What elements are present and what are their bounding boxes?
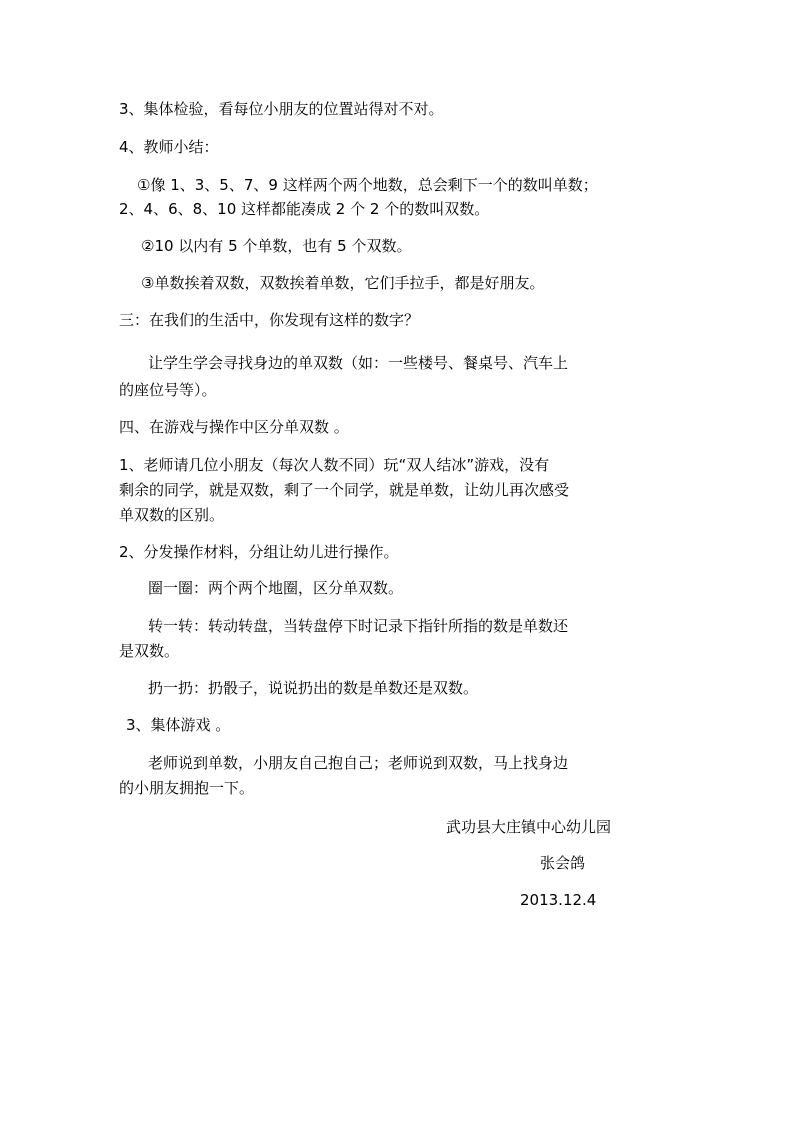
- paragraph-line: 的座位号等）。: [119, 381, 217, 399]
- paragraph-line: 老师说到单数，小朋友自己抱自己；老师说到双数，马上找身边: [148, 754, 569, 772]
- signature-date: 2013.12.4: [520, 891, 597, 909]
- paragraph-line: 1、老师请几位小朋友（每次人数不同）玩“双人结冰”游戏，没有: [119, 456, 550, 474]
- paragraph-line: 让学生学会寻找身边的单双数（如：一些楼号、餐桌号、汽车上: [148, 354, 569, 372]
- paragraph-line: 3、集体检验，看每位小朋友的位置站得对不对。: [119, 100, 444, 118]
- paragraph-line: 2、分发操作材料，分组让幼儿进行操作。: [119, 543, 399, 561]
- paragraph-line: ②10 以内有 5 个单数，也有 5 个双数。: [141, 237, 412, 255]
- paragraph-line: 的小朋友拥抱一下。: [119, 779, 255, 797]
- paragraph-line: ③单数挨着双数，双数挨着单数，它们手拉手，都是好朋友。: [141, 274, 545, 292]
- paragraph-line: 单双数的区别。: [119, 506, 225, 524]
- paragraph-line: 是双数。: [119, 642, 180, 660]
- paragraph-line: 圈一圈：两个两个地圈，区分单双数。: [148, 579, 404, 597]
- paragraph-line: 四、在游戏与操作中区分单双数 。: [119, 418, 349, 436]
- paragraph-line: ①像 1、3、5、7、9 这样两个两个地数，总会剩下一个的数叫单数；: [137, 176, 598, 194]
- paragraph-line: 扔一扔：扔骰子，说说扔出的数是单数还是双数。: [148, 679, 479, 697]
- paragraph-line: 4、教师小结：: [119, 138, 219, 156]
- paragraph-line: 3、集体游戏 。: [126, 716, 231, 734]
- signature-org: 武功县大庄镇中心幼儿园: [446, 818, 612, 836]
- paragraph-line: 剩余的同学，就是双数，剩了一个同学，就是单数，让幼儿再次感受: [119, 481, 570, 499]
- paragraph-line: 转一转：转动转盘，当转盘停下时记录下指针所指的数是单数还: [148, 617, 569, 635]
- signature-author: 张会鸽: [540, 854, 586, 872]
- paragraph-line: 三：在我们的生活中，你发现有这样的数字？: [119, 311, 420, 329]
- paragraph-line: 2、4、6、8、10 这样都能凑成 2 个 2 个的数叫双数。: [119, 200, 490, 218]
